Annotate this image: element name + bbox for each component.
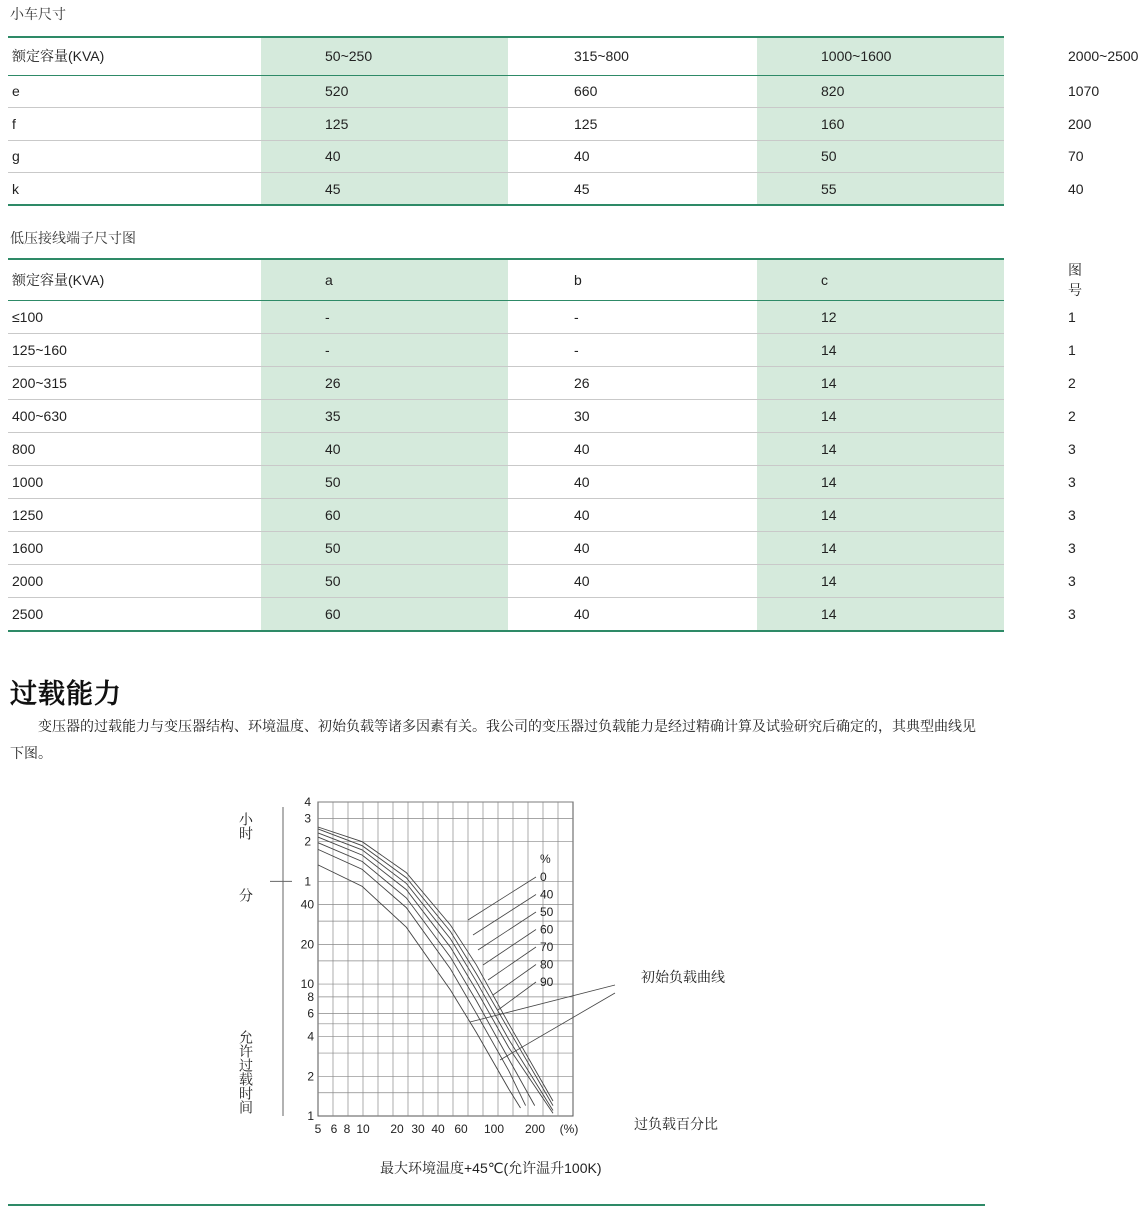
table2-cell: b [508,259,757,301]
y-tick-label: 40 [300,897,314,912]
x-tick-label: 40 [431,1122,445,1136]
table2-cell: 40 [508,466,757,499]
x-tick-label: 100 [483,1122,505,1136]
legend-entry: 90 [540,975,554,989]
table2-cell: 50 [261,466,508,499]
table2-cell: 14 [757,565,1004,598]
table2-cell: 2500 [8,598,261,631]
table2-row: 125~160 - - 14 1 [8,334,1004,367]
table2-cell: 26 [261,367,508,400]
y-tick-label: 4 [304,795,311,809]
table2-row: 1250 60 40 14 3 [8,499,1004,532]
table1-cell: f [8,108,261,141]
table2-cell: 60 [261,499,508,532]
terminal-table [8,258,1082,632]
y-tick-label: 2 [307,1069,314,1084]
table1-cell: 40 [508,140,757,173]
table2-cell: 40 [508,598,757,631]
table2-cell: 125~160 [8,334,261,367]
table2-cell: 26 [508,367,757,400]
table2-row: 1000 50 40 14 3 [8,466,1004,499]
legend-leader-line [488,947,536,980]
y-tick-label: 2 [304,834,311,849]
table2-row: 2500 60 40 14 3 [8,598,1004,631]
table1-cell: 40 [261,140,508,173]
table2-cell: - [261,334,508,367]
table2-cell: 14 [757,367,1004,400]
table2-cell: 40 [508,499,757,532]
y-tick-label: 1 [307,1109,314,1123]
table2-cell: 14 [757,598,1004,631]
table2-cell: 2000 [8,565,261,598]
table2-title: 低压接线端子尺寸图 [10,230,136,246]
table2-cell: 1600 [8,532,261,565]
x-tick-label: 60 [454,1122,468,1136]
table2-cell: c [757,259,1004,301]
legend-leader-line [468,877,536,920]
table1-cell: 额定容量(KVA) [8,37,261,75]
overload-chart [0,760,985,1230]
y-tick-label: 6 [307,1006,314,1021]
table2-cell: 14 [757,433,1004,466]
chart-curves [318,827,553,1113]
curve-series-80 [318,849,526,1105]
x-tick-label: 20 [390,1122,404,1136]
table2-cell: - [508,301,757,334]
table2-row: 200~315 26 26 14 2 [8,367,1004,400]
table2-cell: 35 [261,400,508,433]
table2-cell: 14 [757,499,1004,532]
x-tick-label: 200 [524,1122,546,1136]
y-tick-label: 4 [307,1029,314,1044]
table1-cell: 820 [757,75,1004,108]
table2-cell: 200~315 [8,367,261,400]
table1-row: f 125 125 160 200 [8,108,1004,141]
x-tick-labels [315,1122,579,1136]
legend-leader-line [493,965,536,996]
table2-cell: 14 [757,466,1004,499]
table1-cell: g [8,140,261,173]
table2-cell: a [261,259,508,301]
curve-series-70 [318,843,535,1106]
table2-cell: 40 [508,565,757,598]
table2-row: 1600 50 40 14 3 [8,532,1004,565]
table2-cell: 额定容量(KVA) [8,259,261,301]
table2-header-row: 额定容量(KVA) a b c 图号 [8,259,1004,301]
section-heading: 过载能力 [10,679,122,710]
y-tick-label: 10 [300,977,314,992]
table2-cell: ≤100 [8,301,261,334]
label-leader-line [500,993,615,1060]
x-tick-label: (%) [559,1122,579,1136]
table1-row: e 520 660 820 1070 [8,75,1004,108]
x-tick-label: 6 [330,1122,338,1136]
legend-title: % [540,852,551,866]
table2-cell: 40 [508,532,757,565]
legend-entry: 40 [540,887,554,902]
table2-cell: 50 [261,532,508,565]
curve-series-40 [318,829,553,1106]
curve-series-50 [318,833,553,1111]
y-tick-label: 3 [304,811,311,826]
legend-entry: 50 [540,905,554,919]
table1-cell: 125 [261,108,508,141]
legend-entry: 60 [540,922,554,937]
chart-legend [468,852,615,1060]
table2-cell: 1250 [8,499,261,532]
table1-cell: 520 [261,75,508,108]
legend-leader-line [498,982,536,1010]
y-unit-minutes: 分 [238,888,254,902]
table2-cell: 40 [261,433,508,466]
table2-cell: 14 [757,532,1004,565]
chart-caption: 最大环境温度+45℃(允许温升100K) [380,1160,602,1176]
x-tick-label: 10 [356,1122,370,1136]
section-paragraph: 变压器的过载能力与变压器结构、环境温度、初始负载等诸多因素有关。我公司的变压器过负载能力是经过精确计算及试验研究后确定的，其典型曲线见下图。 [10,719,976,762]
table1-cell: 660 [508,75,757,108]
curve-series-60 [318,837,553,1113]
table2-cell: 800 [8,433,261,466]
legend-entry: 0 [540,870,547,884]
table2-cell: 400~630 [8,400,261,433]
x-tick-label: 8 [343,1122,351,1136]
x-tick-label: 5 [314,1122,322,1136]
table2-cell: 60 [261,598,508,631]
table1-header-row: 额定容量(KVA) 50~250 315~800 1000~1600 2000~2500 [8,37,1004,75]
x-tick-label: 30 [411,1122,425,1136]
table1-cell: 45 [508,173,757,206]
curve-series-0 [318,827,553,1101]
table2-cell: - [261,301,508,334]
legend-entry: 80 [540,957,554,972]
table2-cell: 40 [508,433,757,466]
table1-cell: e [8,75,261,108]
table1-cell: 50~250 [261,37,508,75]
dimension-table [8,36,1138,206]
table1-title: 小车尺寸 [10,6,66,22]
bottom-rule [8,1204,985,1206]
table1-cell: 55 [757,173,1004,206]
table2-cell: 1000 [8,466,261,499]
curve-series-90 [318,865,521,1108]
table2-cell: 30 [508,400,757,433]
table2-cell: 14 [757,400,1004,433]
table1-cell: 160 [757,108,1004,141]
y-tick-labels [301,795,315,1123]
table1-row: g 40 40 50 70 [8,140,1004,173]
table1-cell: 1000~1600 [757,37,1004,75]
table2-row: 800 40 40 14 3 [8,433,1004,466]
table2-cell: 50 [261,565,508,598]
y-tick-label: 1 [304,874,311,889]
table1-cell: 125 [508,108,757,141]
x-axis-title: 过负载百分比 [634,1116,718,1132]
table2-cell: - [508,334,757,367]
legend-leader-line [473,895,536,936]
table1-cell: k [8,173,261,206]
table2-cell: 12 [757,301,1004,334]
table1-row: k 45 45 55 40 [8,173,1004,206]
legend-label: 初始负载曲线 [641,969,725,985]
label-leader-line [470,985,615,1022]
table2-row: ≤100 - - 12 1 [8,301,1004,334]
table2-row: 2000 50 40 14 3 [8,565,1004,598]
y-tick-label: 8 [307,989,314,1004]
table1-cell: 50 [757,140,1004,173]
table2-cell: 14 [757,334,1004,367]
table2-row: 400~630 35 30 14 2 [8,400,1004,433]
y-axis-title: 允许过载时间 [238,1030,254,1114]
table1-cell: 45 [261,173,508,206]
y-tick-label: 20 [300,937,314,952]
legend-entry: 70 [540,940,554,954]
table1-cell: 315~800 [508,37,757,75]
y-unit-hours: 小时 [238,812,254,840]
